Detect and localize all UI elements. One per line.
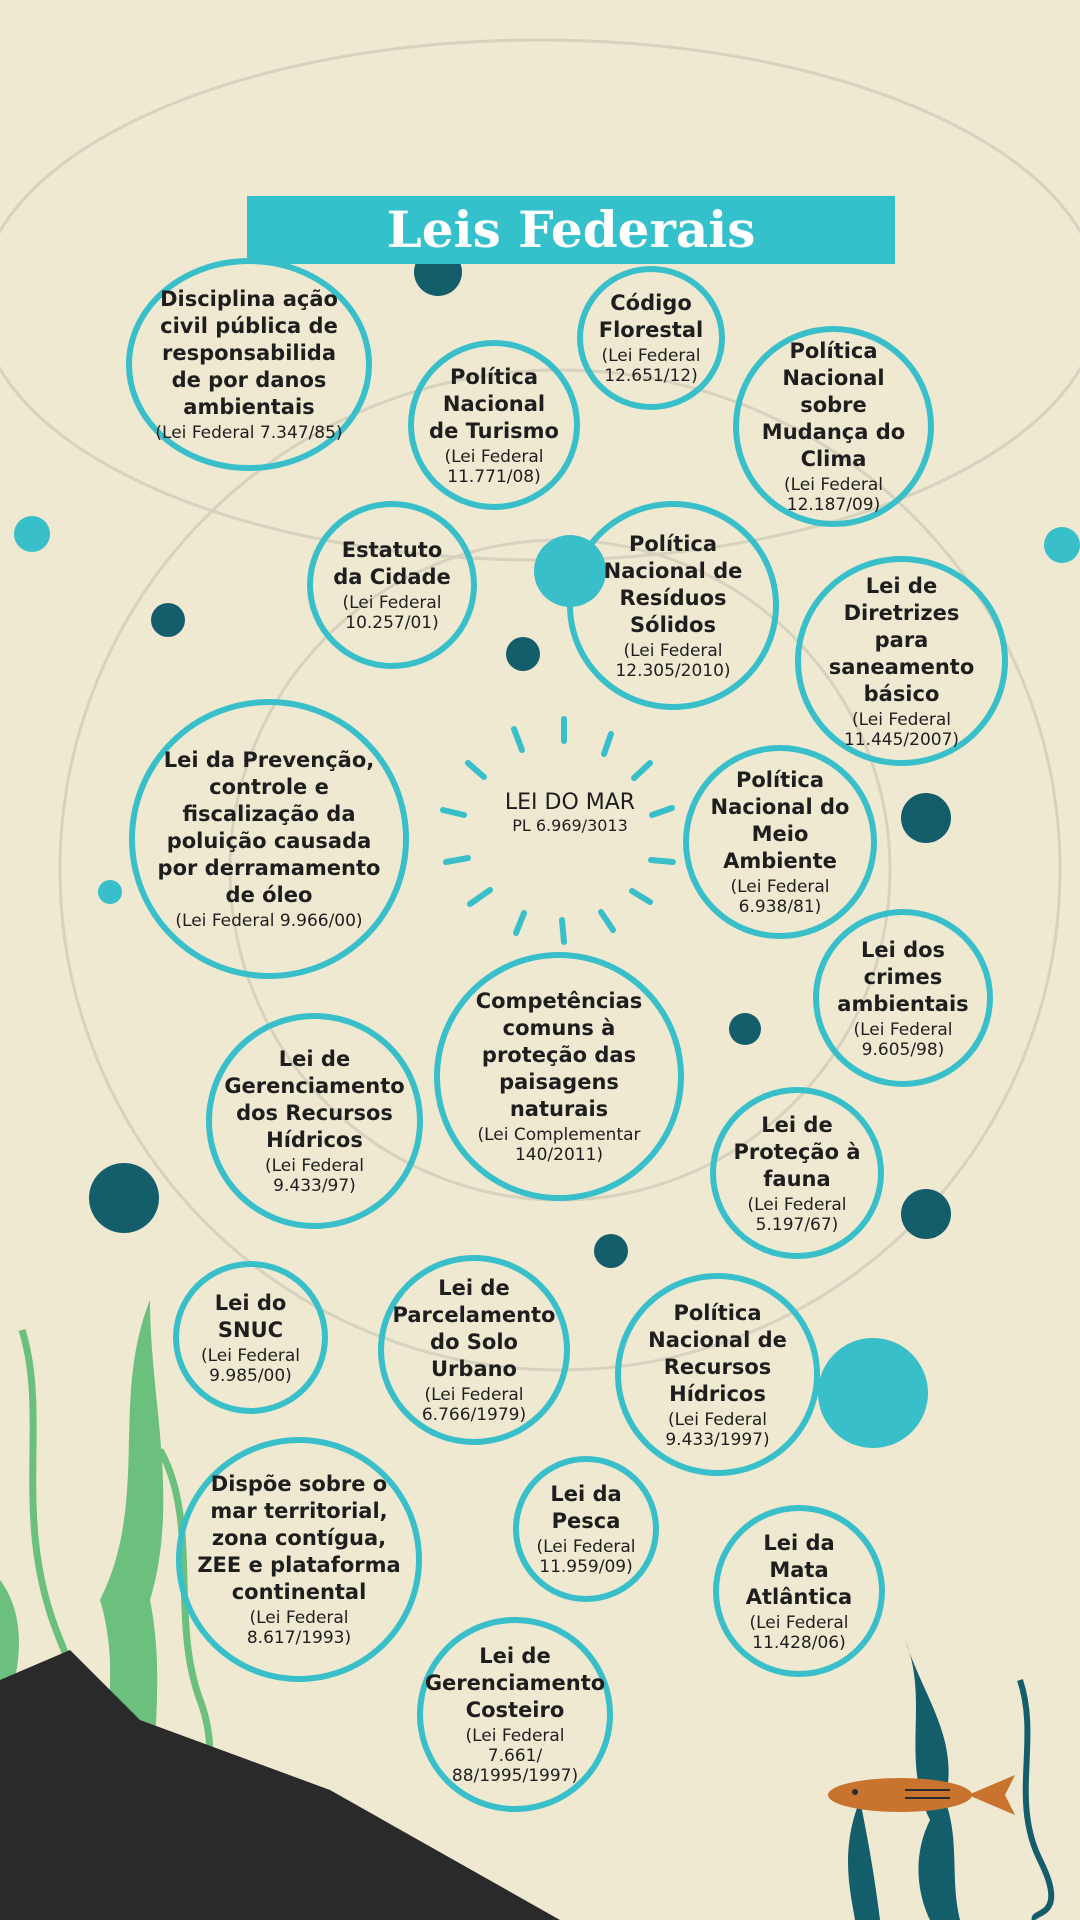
law-solo-urbano: Lei de Parcelamento do Solo Urbano (Lei Federal 6.766/1979) — [378, 1255, 570, 1445]
fish-icon — [828, 1775, 1015, 1815]
law-meio-ambiente: Política Nacional do Meio Ambiente (Lei Federal 6.938/81) — [683, 745, 877, 939]
center-ref: PL 6.969/3013 — [512, 816, 628, 835]
law-crimes-ambientais: Lei dos crimes ambientais (Lei Federal 9.605/98) — [813, 909, 993, 1087]
law-competencias: Competências comuns à proteção das paisagens naturais (Lei Complementar 140/2011) — [434, 952, 684, 1201]
law-recursos-hidricos-1997: Política Nacional de Recursos Hídricos (Lei Federal 9.433/1997) — [615, 1273, 820, 1476]
law-recursos-hidricos-97: Lei de Gerenciamento dos Recursos Hídricos (Lei Federal 9.433/97) — [206, 1013, 423, 1229]
law-gerenciamento-costeiro: Lei de Gerenciamento Costeiro (Lei Federal 7.661/ 88/1995/1997) — [417, 1617, 613, 1812]
page-title: Leis Federais — [247, 196, 895, 264]
law-mar-territorial: Dispõe sobre o mar territorial, zona contígua, ZEE e plataforma continental (Lei Federal 8.617/1993) — [176, 1437, 422, 1682]
law-saneamento: Lei de Diretrizes para saneamento básico (Lei Federal 11.445/2007) — [795, 556, 1008, 766]
law-oleo: Lei da Prevenção, controle e fiscalização da poluição causada por derramamento de óleo (Lei Federal 9.966/00) — [129, 699, 409, 979]
law-codigo-florestal: Código Florestal (Lei Federal 12.651/12) — [577, 266, 725, 410]
law-turismo: Política Nacional de Turismo (Lei Federal 11.771/08) — [408, 340, 580, 510]
law-mudanca-clima: Política Nacional sobre Mudança do Clima (Lei Federal 12.187/09) — [733, 326, 934, 527]
law-residuos-solidos: Política Nacional de Resíduos Sólidos (Lei Federal 12.305/2010) — [567, 501, 779, 710]
center-label — [470, 790, 670, 836]
law-acao-civil-publica: Disciplina ação civil pública de responsabilida de por danos ambientais (Lei Federal 7.347/85) — [126, 258, 372, 471]
law-mata-atlantica: Lei da Mata Atlântica (Lei Federal 11.428/06) — [713, 1505, 885, 1677]
law-pesca: Lei da Pesca (Lei Federal 11.959/09) — [513, 1456, 659, 1602]
law-fauna: Lei de Proteção à fauna (Lei Federal 5.197/67) — [710, 1087, 884, 1259]
center-name: LEI DO MAR — [504, 790, 636, 815]
law-estatuto-cidade: Estatuto da Cidade (Lei Federal 10.257/01) — [307, 501, 477, 669]
law-snuc: Lei do SNUC (Lei Federal 9.985/00) — [173, 1261, 328, 1414]
